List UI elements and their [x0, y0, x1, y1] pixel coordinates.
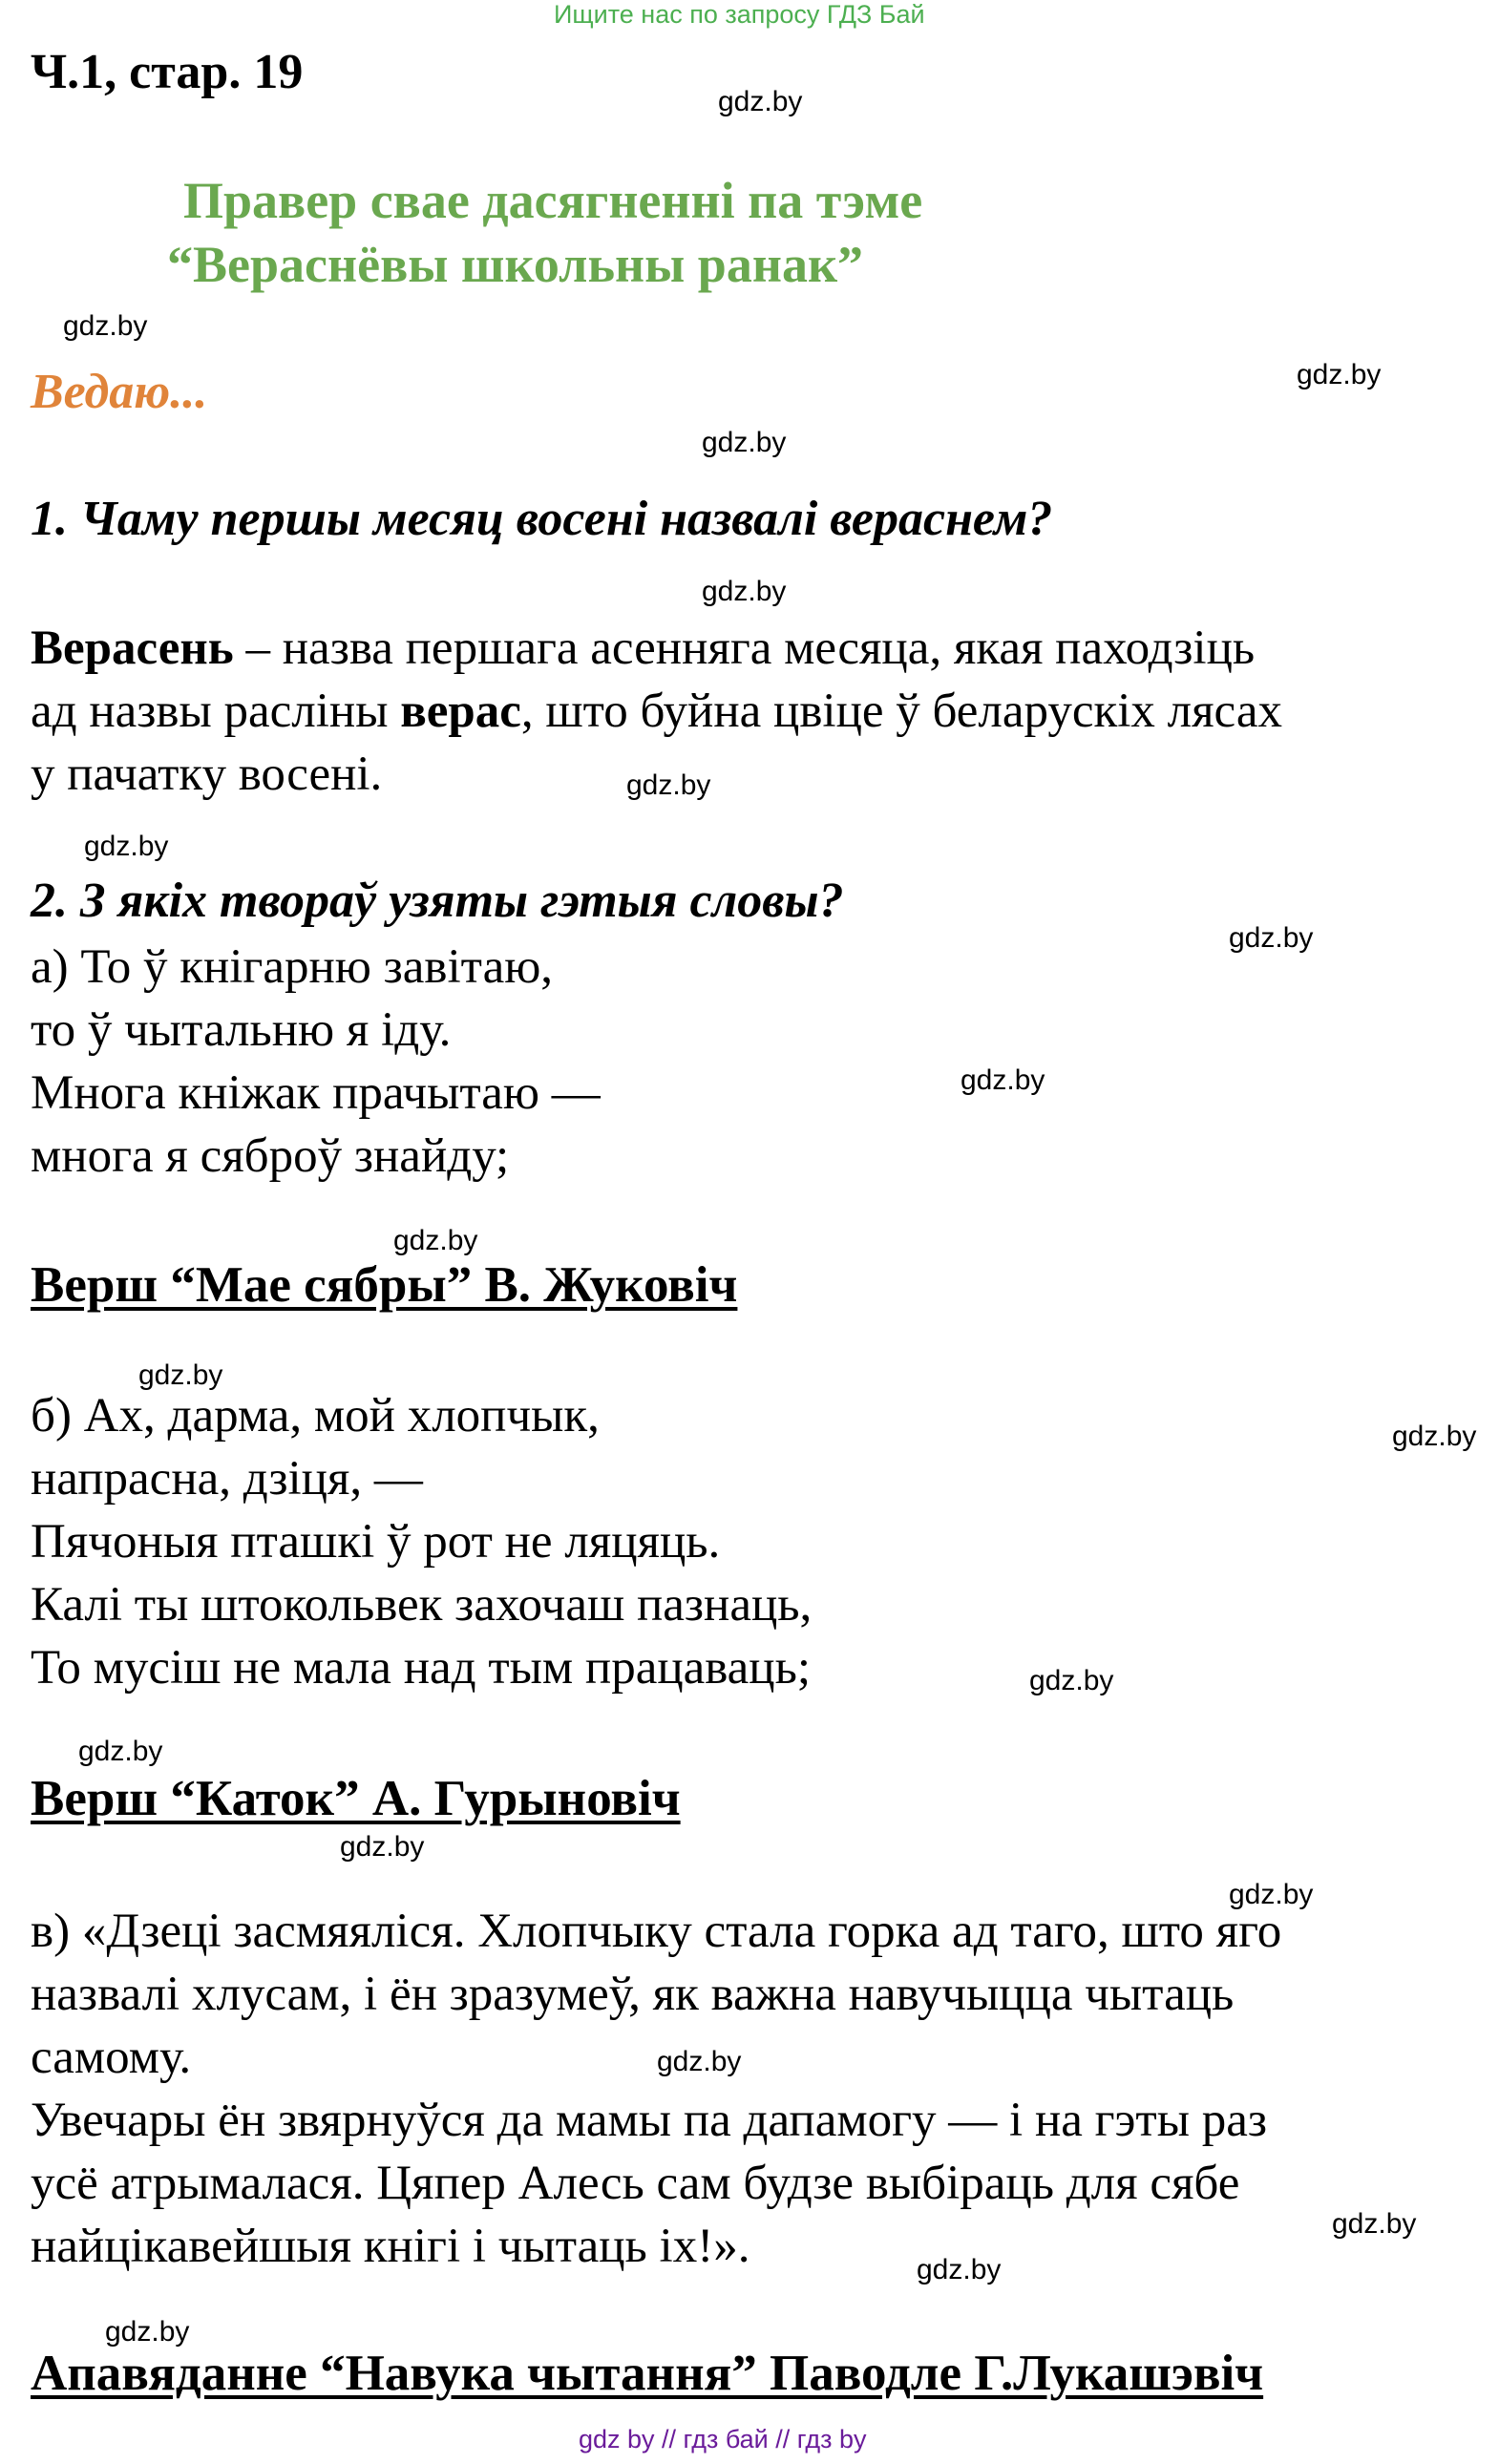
quote-c-line: самому. [31, 2031, 192, 2084]
watermark: gdz.by [393, 1225, 478, 1256]
answer-1-plant: верас [400, 684, 521, 738]
quote-c-line: Увечары ён звярнуўся да мамы па дапамогу — і на гэты раз [31, 2094, 1268, 2147]
quote-a-line: а) То ў кнігарню завітаю, [31, 940, 554, 994]
watermark: gdz.by [1229, 922, 1314, 954]
quote-c-line: в) «Дзеці засмяяліся. Хлопчыку стала горка ад таго, што яго [31, 1905, 1282, 1958]
watermark: gdz.by [657, 2046, 742, 2077]
quote-c [31, 1900, 1281, 2278]
quote-c-line: усё атрымалася. Цяпер Алесь сам будзе выбіраць для сябе [31, 2157, 1240, 2210]
answer-1-text-1: – назва першага асенняга месяца, якая паходзіць [233, 621, 1256, 675]
title-line-1: Правер свае дасягненні па тэме [183, 172, 923, 229]
answer-1-text-2: ад назвы расліны [31, 684, 401, 738]
watermark: gdz.by [1392, 1421, 1477, 1452]
watermark: gdz.by [138, 1359, 223, 1391]
quote-c-line: найцікавейшыя кнігі і чытаць іх!». [31, 2220, 750, 2273]
watermark: gdz.by [1332, 2208, 1417, 2240]
answer-1-line-3: у пачатку восені. [31, 748, 383, 801]
watermark: gdz.by [961, 1064, 1045, 1096]
answer-1-line-2 [31, 680, 1282, 743]
watermark: gdz.by [340, 1831, 425, 1863]
watermark: gdz.by [917, 2254, 1002, 2285]
answer-1-line-1 [31, 617, 1282, 680]
question-1: 1. Чаму першы месяц восені назвалі вераснем? [31, 492, 1053, 546]
watermark: gdz.by [702, 427, 787, 458]
quote-a [31, 936, 601, 1188]
watermark: gdz.by [78, 1736, 163, 1767]
watermark: gdz.by [702, 576, 787, 607]
quote-b [31, 1384, 812, 1699]
quote-a-line: то ў чытальню я іду. [31, 1003, 452, 1057]
source-b: Верш “Каток” А. Гурыновіч [31, 1771, 681, 1826]
watermark: gdz.by [718, 86, 803, 117]
watermark: gdz.by [1029, 1665, 1114, 1696]
footer-links: gdz by // гдз бай // гдз by [579, 2425, 867, 2453]
watermark: gdz.by [626, 769, 711, 801]
page-reference: Ч.1, стар. 19 [31, 45, 304, 99]
question-2: 2. З якіх твораў узяты гэтыя словы? [31, 874, 844, 928]
quote-a-line: многа я сяброў знайду; [31, 1129, 510, 1183]
answer-1-term: Верасень [31, 621, 234, 675]
source-a: Верш “Мае сябры” В. Жуковіч [31, 1257, 738, 1313]
watermark: gdz.by [1229, 1879, 1314, 1910]
watermark: gdz.by [84, 831, 169, 862]
quote-b-line: Пячоныя пташкі ў рот не ляцяць. [31, 1515, 721, 1569]
section-heading: Ведаю... [31, 365, 208, 419]
quote-b-line: напрасна, дзіця, — [31, 1452, 423, 1506]
quote-b-line: Калі ты штокольвек захочаш пазнаць, [31, 1578, 813, 1632]
quote-b-line: То мусіш не мала над тым працаваць; [31, 1641, 812, 1695]
quote-a-line: Многа кніжак прачытаю — [31, 1066, 601, 1120]
quote-c-line: назвалі хлусам, і ён зразумеў, як важна навучыцца чытаць [31, 1968, 1235, 2021]
top-search-note: Ищите нас по запросу ГДЗ Бай [554, 0, 925, 29]
answer-1-text-3: , што буйна цвіце ў беларускіх лясах [520, 684, 1282, 738]
source-c: Апавяданне “Навука чытання” Паводле Г.Лукашэвіч [31, 2346, 1264, 2401]
watermark: gdz.by [63, 310, 148, 342]
title-line-2: “Вераснёвы школьны ранак” [167, 236, 864, 293]
quote-b-line: б) Ах, дарма, мой хлопчык, [31, 1389, 600, 1443]
watermark: gdz.by [1297, 359, 1382, 390]
watermark: gdz.by [105, 2316, 190, 2348]
